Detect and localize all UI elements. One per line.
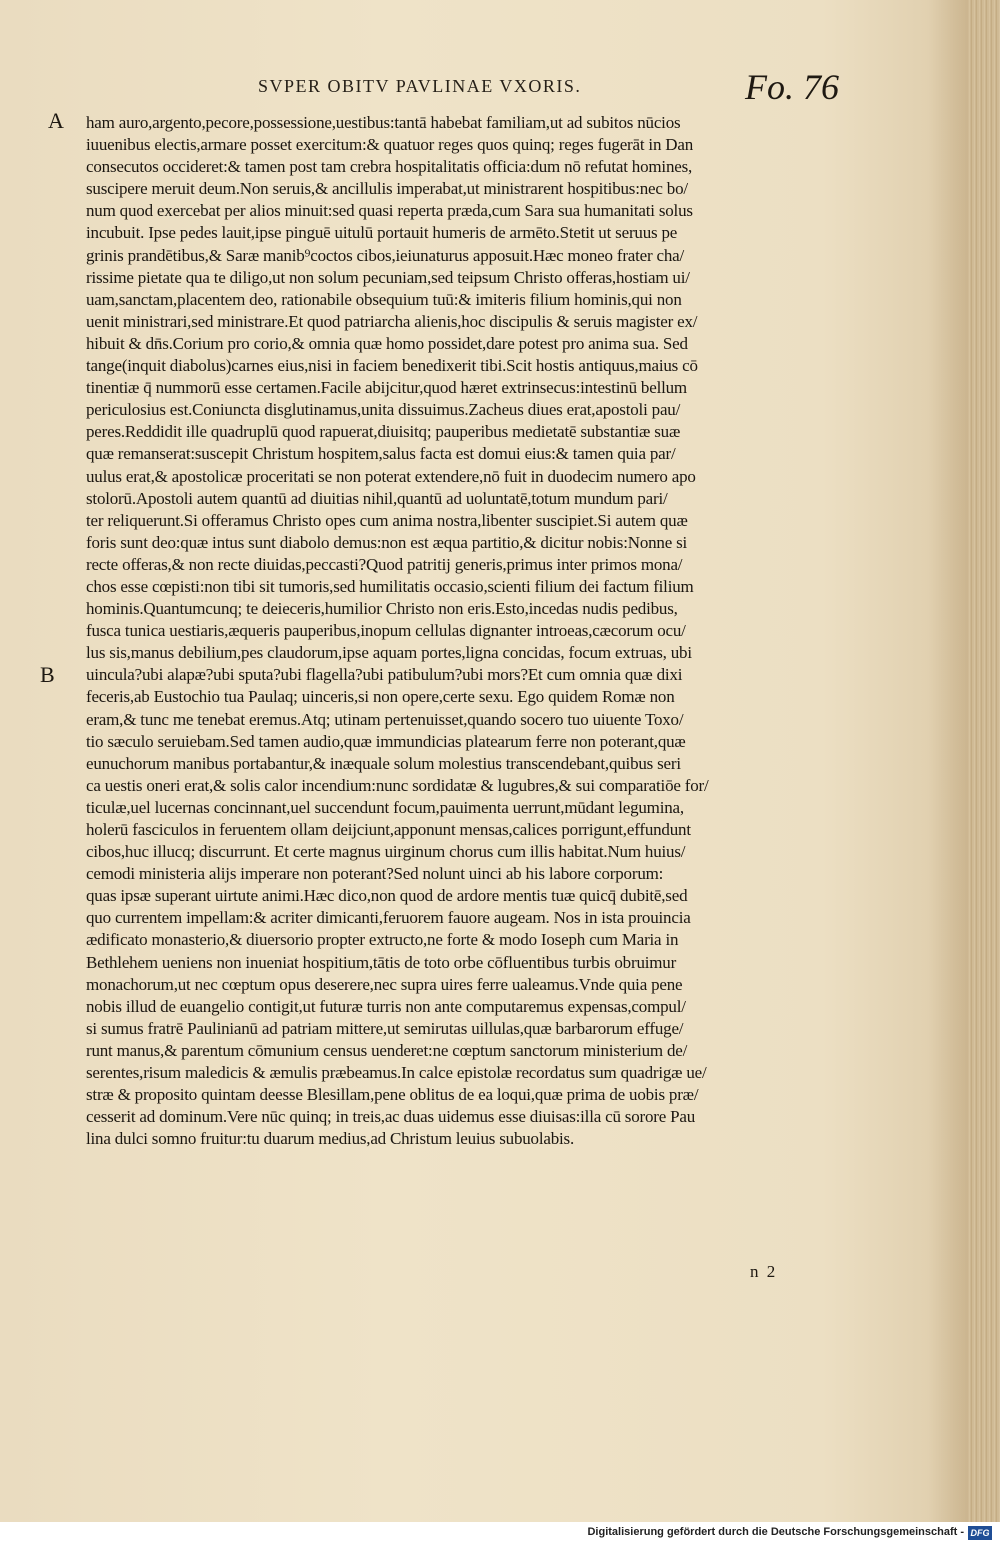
text-line: uulus erat,& apostolicæ proceritati se non poterat extendere,nō fuit in duodecim numero apo: [86, 466, 696, 486]
margin-letter-b: B: [40, 662, 55, 687]
text-line: hominis.Quantumcunq; te deieceris,humilior Christo non eris.Esto,incedas nudis pedibus,: [86, 599, 678, 619]
text-line: grinis prandētibus,& Saræ manib⁹coctos cibos,ieiunaturus apposuit.Hæc moneo frater cha/: [86, 245, 685, 265]
text-line: uincula?ubi alapæ?ubi sputa?ubi flagella?ubi patibulum?ubi mors?Et cum omnia quæ dixi: [86, 665, 683, 685]
text-line: fusca tunica uestiaris,æqueris pauperibus,inopum cellulas dignanter introeas,cæcorum ocu/: [86, 621, 686, 641]
text-line: stolorū.Apostoli autem quantū ad diuitias nihil,quantū ad uoluntatē,totum mundum pari/: [86, 488, 668, 508]
text-line: foris sunt deo:quæ intus sunt diabolo demus:non est æqua partitio,& dicitur nobis:Nonne si: [86, 532, 688, 552]
text-line: ter reliquerunt.Si offeramus Christo opes cum anima nostra,libenter suscipiet.Si autem quæ: [86, 510, 688, 530]
text-line: tinentiæ q̄ nummorū esse certamen.Facile abijcitur,quod hæret extrinsecus:intestinū bellum: [86, 378, 687, 398]
text-line: serentes,risum maledicis & æmulis præbeamus.In calce epistolæ recordatus sum quadrigæ ue/: [86, 1063, 707, 1083]
dfg-logo-icon: DFG: [968, 1526, 992, 1540]
text-line: cibos,huc illucq; discurrunt. Et certe magnus uirginum chorus cum illis habitat.Num huius/: [86, 842, 686, 862]
text-line: ca uestis oneri erat,& solis calor incendium:nunc sordidatæ & lugubres,& sui comparatiōe for/: [86, 775, 709, 795]
running-head: SVPER OBITV PAVLINAE VXORIS.: [258, 76, 582, 96]
text-line: feceris,ab Eustochio tua Paulaq; uinceris,si non opere,certe sexu. Ego quidem Romæ non: [86, 687, 675, 707]
funding-notice: Digitalisierung gefördert durch die Deutsche Forschungsgemeinschaft -: [587, 1526, 964, 1538]
text-line: tange(inquit diabolus)carnes eius,nisi in faciem benedixerit tibi.Scit hostis antiquus,maius cō: [86, 356, 698, 376]
text-line: monachorum,ut nec cœptum opus deserere,nec supra uires ferre ualeamus.Vnde quia pene: [86, 974, 683, 994]
text-line: periculosius est.Coniuncta disglutinamus,unita dissuimus.Zacheus diues erat,apostoli pau/: [86, 400, 681, 420]
text-line: peres.Reddidit ille quadruplū quod rapuerat,diuisitq; pauperibus medietatē substantiæ suæ: [86, 422, 681, 442]
text-line: stræ & proposito quintam deesse Blesillam,pene oblitus de ea loqui,quæ prima de uobis præ/: [86, 1085, 699, 1105]
text-line: incubuit. Ipse pedes lauit,ipse pinguē uitulū portauit humeris de armēto.Stetit ut seruus pe: [86, 223, 678, 243]
text-line: quo currentem impellam:& acriter dimicanti,feruorem fauore augeam. Nos in ista prouincia: [86, 908, 691, 928]
text-line: iuuenibus electis,armare posset exercitum:& quatuor reges quos quinq; reges fugerāt in Dan: [86, 135, 694, 155]
text-line: consecutos occideret:& tamen post tam crebra hospitalitatis officia:dum nō refutat homines,: [86, 157, 693, 177]
text-line: num quod exercebat per alios minuit:sed quasi reperta præda,cum Sara sua humanitati solus: [86, 201, 693, 221]
text-line: lina dulci somno fruitur:tu duarum medius,ad Christum leuius subuolabis.: [86, 1129, 574, 1149]
text-line: lus sis,manus debilium,pes claudorum,ipse aquam portes,ligna concidas, focum extruas, ubi: [86, 643, 692, 663]
margin-letter-a: A: [48, 108, 64, 133]
text-line: ticulæ,uel lucernas concinnant,uel succendunt focum,pauimenta uerrunt,mūdant legumina,: [86, 797, 684, 817]
text-line: Bethlehem ueniens non inueniat hospitium,tātis de toto orbe cōfluentibus turbis obruimur: [86, 952, 677, 972]
binding-shadow: [928, 0, 968, 1522]
footer-bar: [0, 1522, 1000, 1545]
text-line: nobis illud de euangelio contigit,ut futuræ turris non ante computaremus expensas,compul/: [86, 996, 686, 1016]
text-line: eunuchorum manibus portabantur,& inæquale solum molestius transcendebant,quibus seri: [86, 753, 681, 773]
text-line: recte offeras,& non recte diuidas,peccasti?Quod patritij generis,primus inter primos mona/: [86, 554, 683, 574]
text-line: hibuit & dn̄s.Corium pro corio,& omnia quæ homo possidet,dare potest pro anima sua. Sed: [86, 333, 688, 353]
body-text: [86, 112, 854, 1150]
text-line: suscipere meruit deum.Non seruis,& ancillulis imperabat,ut ministrarent hospitibus:nec bo/: [86, 179, 688, 199]
signature-mark: n 2: [750, 1262, 778, 1281]
text-line: tio sæculo seruiebam.Sed tamen audio,quæ immundicias platearum ferre non poterant,quæ: [86, 731, 686, 751]
text-line: quæ remanserat:suscepit Christum hospitem,salus facta est domui eius:& tamen quia par/: [86, 444, 676, 464]
text-line: eram,& tunc me tenebat eremus.Atq; utinam pertenuisset,quando socero tuo uiuente Toxo/: [86, 709, 684, 729]
text-line: cemodi ministeria alijs imperare non poterant?Sed nolunt uinci ab his labore corporum:: [86, 864, 664, 884]
text-line: si sumus fratrē Paulinianū ad patriam mittere,ut semirutas uillulas,quæ barbarorum effuge/: [86, 1018, 684, 1038]
text-line: rissime pietate qua te diligo,ut non solum pecuniam,sed teipsum Christo offeras,hostiam ui/: [86, 267, 690, 287]
text-line: uam,sanctam,placentem deo, rationabile obsequium tuū:& imiteris filium hominis,qui non: [86, 289, 682, 309]
text-line: cesserit ad dominum.Vere nūc quinq; in treis,ac duas uidemus esse diuisas:illa cū sorore Pau: [86, 1107, 696, 1127]
text-line: uenit ministrari,sed ministrare.Et quod patriarcha alienis,hoc discipulis & seruis magister ex/: [86, 311, 698, 331]
folio-number: Fo. 76: [745, 67, 839, 107]
text-line: ædificato monasterio,& diuersorio propter extructo,ne forte & modo Ioseph cum Maria in: [86, 930, 679, 950]
text-line: ham auro,argento,pecore,possessione,uestibus:tantā habebat familiam,ut ad subitos nūcios: [86, 113, 681, 132]
page-edges: [968, 0, 1000, 1522]
text-line: chos esse cœpisti:non tibi sit tumoris,sed humilitatis occasio,scienti filium dei factum filium: [86, 576, 694, 596]
text-line: quas ipsæ superant uirtute animi.Hæc dico,non quod de ardore mentis tuæ quicq̄ dubitē,sed: [86, 886, 688, 906]
text-line: runt manus,& parentum cōmunium census uenderet:ne cœptum sanctorum ministerium de/: [86, 1040, 688, 1060]
text-line: holerū fasciculos in feruentem ollam deijciunt,apponunt mensas,calices porrigunt,effundunt: [86, 820, 691, 839]
